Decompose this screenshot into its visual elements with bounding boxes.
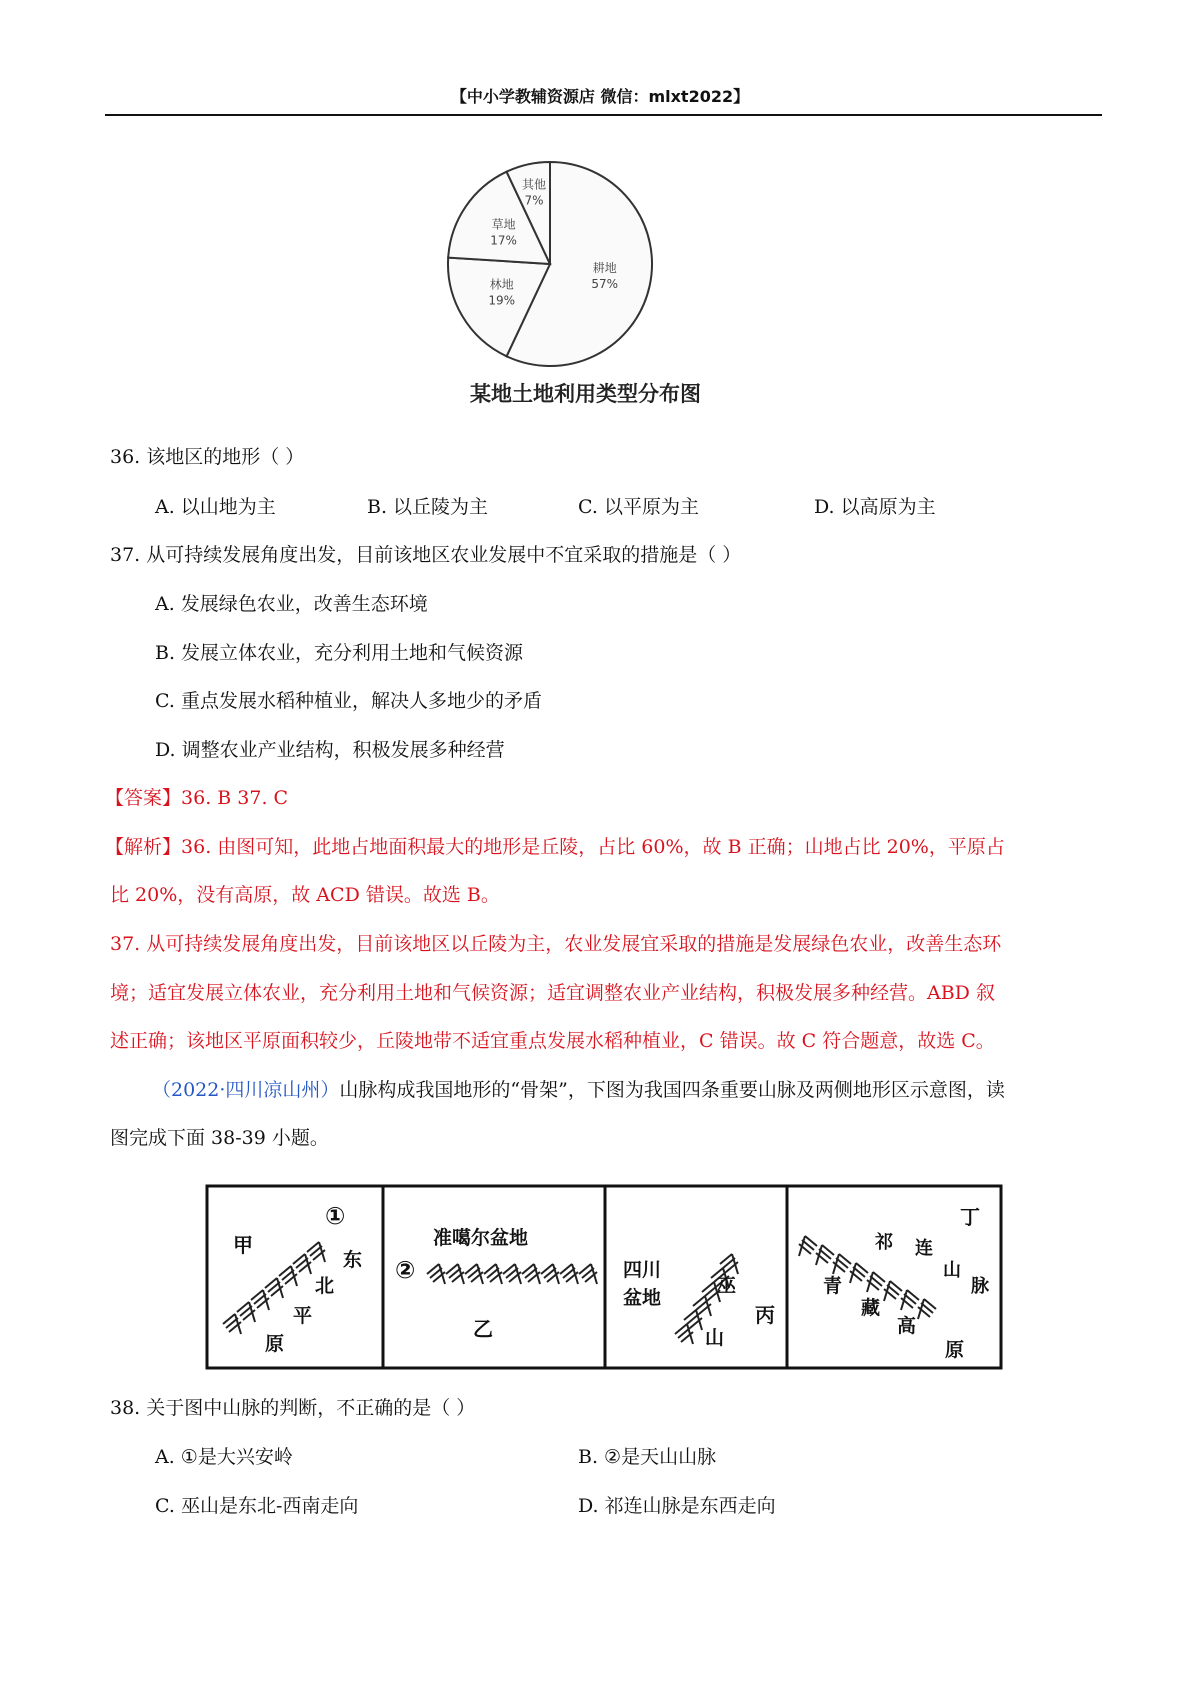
map-label-yuan1: 原 xyxy=(265,1333,285,1355)
pie-label-1: 林地 xyxy=(489,277,514,292)
pie-pct-2: 17% xyxy=(490,233,517,248)
map-label-bing: 丙 xyxy=(755,1303,775,1327)
pie-label-2: 草地 xyxy=(491,217,516,232)
pie-pct-1: 19% xyxy=(488,293,516,308)
map-label-circle1: ① xyxy=(325,1202,346,1230)
q37-stem: 37. 从可持续发展角度出发，目前该地区农业发展中不宜采取的措施是（ ） xyxy=(110,544,742,566)
q38-option-c: C. 巫山是东北-西南走向 xyxy=(155,1495,359,1517)
map-label-zang: 藏 xyxy=(861,1297,881,1319)
intro-source: （2022·四川凉山州） xyxy=(152,1079,340,1101)
analysis-line-2: 比 20%，没有高原，故 ACD 错误。故选 B。 xyxy=(110,884,500,906)
q37-option-b: B. 发展立体农业，充分利用土地和气候资源 xyxy=(155,642,524,664)
header-divider xyxy=(105,114,1102,116)
map-label-yi: 乙 xyxy=(473,1317,493,1341)
map-label-yuan4: 原 xyxy=(945,1339,965,1361)
map-label-lian: 连 xyxy=(915,1238,933,1259)
q36-option-a: A. 以山地为主 xyxy=(155,496,276,518)
map-label-sichuan: 四川 xyxy=(623,1259,662,1281)
analysis-line-5: 述正确；该地区平原面积较少，丘陵地带不适宜重点发展水稻种植业，C 错误。故 C 符合题意，故选 C。 xyxy=(110,1030,995,1052)
intro-line-1 xyxy=(152,1077,1005,1103)
pie-svg xyxy=(440,160,760,390)
pie-caption: 某地土地利用类型分布图 xyxy=(470,382,701,406)
map-label-shan3: 山 xyxy=(705,1327,725,1349)
map-label-gao: 高 xyxy=(897,1315,917,1337)
analysis-text-1: 36. 由图可知，此地占地面积最大的地形是丘陵，占比 60%，故 B 正确；山地占比 20%，平原占 xyxy=(181,836,1005,858)
q38-stem: 38. 关于图中山脉的判断，不正确的是（ ） xyxy=(110,1397,476,1419)
analysis-line-3: 37. 从可持续发展角度出发，目前该地区以丘陵为主，农业发展宜采取的措施是发展绿色农业，改善生态环 xyxy=(110,933,1002,955)
page-header: 【中小学教辅资源店 微信：mlxt2022】 xyxy=(450,87,750,106)
q37-option-c: C. 重点发展水稻种植业，解决人多地少的矛盾 xyxy=(155,690,542,712)
map-svg xyxy=(205,1184,1005,1374)
intro-text-1: 山脉构成我国地形的“骨架”，下图为我国四条重要山脉及两侧地形区示意图，读 xyxy=(339,1079,1005,1101)
q38-option-d: D. 祁连山脉是东西走向 xyxy=(578,1495,776,1517)
map-label-junggar-basin: 准噶尔盆地 xyxy=(433,1227,529,1249)
map-label-shan4: 山 xyxy=(943,1260,961,1281)
q36-stem: 36. 该地区的地形（ ） xyxy=(110,446,305,468)
answer-line xyxy=(105,785,288,811)
analysis-line-1 xyxy=(105,834,1005,860)
map-label-ping: 平 xyxy=(293,1305,313,1327)
q38-option-b: B. ②是天山山脉 xyxy=(578,1446,717,1468)
map-label-circle2: ② xyxy=(395,1256,416,1284)
answer-label: 【答案】 xyxy=(105,787,182,809)
map-label-mai: 脉 xyxy=(971,1276,989,1297)
q36-option-d: D. 以高原为主 xyxy=(814,496,936,518)
q37-option-a: A. 发展绿色农业，改善生态环境 xyxy=(155,593,428,615)
analysis-label: 【解析】 xyxy=(105,836,182,858)
q38-option-a: A. ①是大兴安岭 xyxy=(155,1446,293,1468)
analysis-line-4: 境；适宜发展立体农业，充分利用土地和气候资源；适宜调整农业产业结构，积极发展多种经营。ABD 叙 xyxy=(110,982,995,1004)
pie-label-3: 其他 xyxy=(521,177,546,192)
mountain-ranges-map xyxy=(205,1184,1005,1374)
map-label-dong: 东 xyxy=(343,1249,363,1271)
q37-option-d: D. 调整农业产业结构，积极发展多种经营 xyxy=(155,739,505,761)
intro-line-2: 图完成下面 38-39 小题。 xyxy=(110,1127,329,1149)
map-label-jia: 甲 xyxy=(233,1233,253,1257)
q36-option-c: C. 以平原为主 xyxy=(578,496,699,518)
map-label-pendi: 盆地 xyxy=(623,1287,662,1309)
map-label-bei: 北 xyxy=(315,1275,335,1297)
answer-text: 36. B 37. C xyxy=(181,787,289,809)
q36-option-b: B. 以丘陵为主 xyxy=(367,496,489,518)
map-label-wu: 巫 xyxy=(717,1275,737,1297)
pie-pct-0: 57% xyxy=(591,277,619,292)
map-label-ding: 丁 xyxy=(960,1205,980,1229)
map-label-qing: 青 xyxy=(823,1275,843,1297)
pie-label-0: 耕地 xyxy=(592,261,617,276)
map-label-qi: 祁 xyxy=(875,1232,893,1253)
pie-pct-3: 7% xyxy=(524,193,544,208)
range-2-marks xyxy=(427,1264,597,1284)
